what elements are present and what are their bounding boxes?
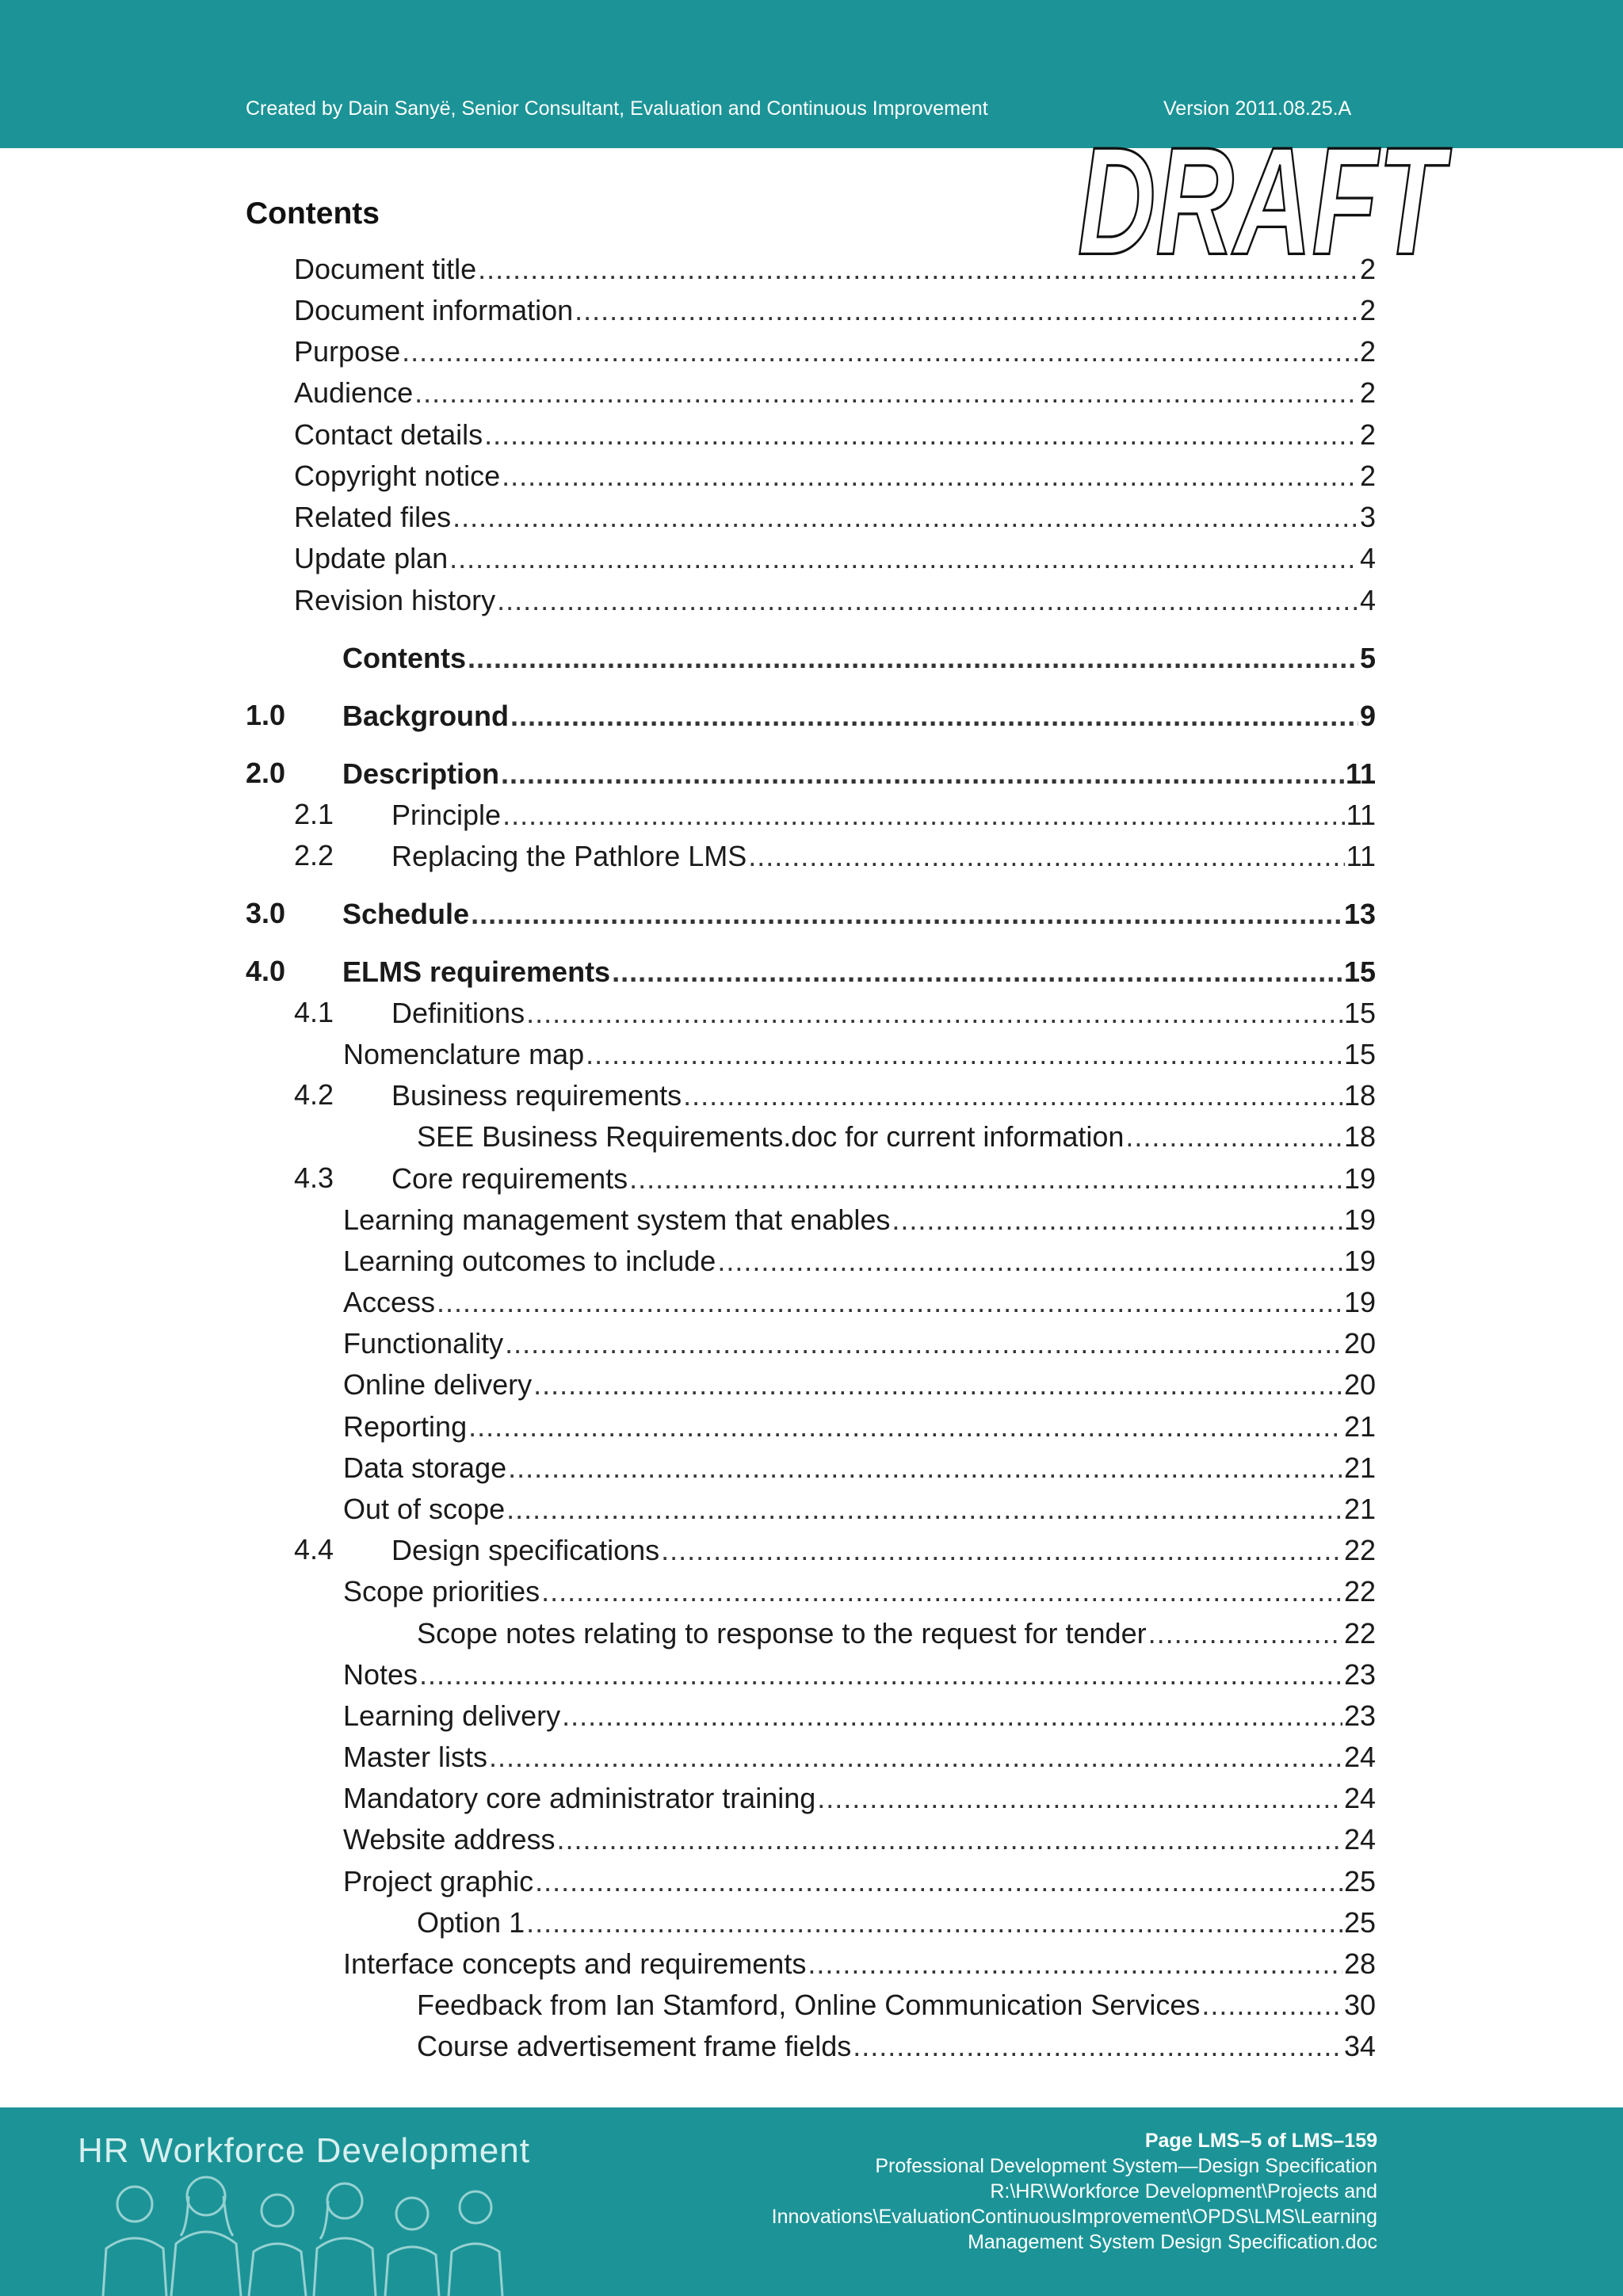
file-path-line-3: Management System Design Specification.doc xyxy=(968,2231,1377,2253)
toc-entry-number: 4.1 xyxy=(294,996,334,1028)
toc-dot-leader xyxy=(1125,1119,1342,1154)
toc-entry-title: Contact details xyxy=(294,418,483,451)
toc-entry-page: 13 xyxy=(1343,898,1376,930)
toc-entry[interactable] xyxy=(0,1699,1623,1738)
toc-entry[interactable] xyxy=(0,376,1623,415)
toc-entry[interactable] xyxy=(0,1533,1623,1573)
toc-entry[interactable] xyxy=(0,1822,1623,1862)
toc-entry-title: Business requirements xyxy=(391,1079,682,1112)
toc-dot-leader xyxy=(661,1533,1342,1568)
toc-entry-page: 2 xyxy=(1359,253,1376,285)
toc-entry-title: Course advertisement frame fields xyxy=(417,2030,852,2062)
toc-entry-title: Master lists xyxy=(343,1741,488,1773)
toc-entry-page: 23 xyxy=(1343,1699,1376,1732)
toc-entry[interactable] xyxy=(0,1367,1623,1407)
toc-dot-leader xyxy=(1201,1988,1342,2023)
toc-entry-page: 24 xyxy=(1343,1823,1376,1855)
toc-dot-leader xyxy=(1148,1616,1342,1651)
toc-dot-leader xyxy=(402,334,1358,369)
toc-entry[interactable] xyxy=(0,1988,1623,2027)
toc-dot-leader xyxy=(502,459,1358,494)
toc-entry-page: 2 xyxy=(1359,376,1376,409)
toc-heading: Contents xyxy=(246,196,380,231)
toc-dot-leader xyxy=(437,1285,1342,1320)
toc-entry[interactable] xyxy=(0,500,1623,540)
toc-entry[interactable] xyxy=(0,1905,1623,1945)
toc-entry-page: 5 xyxy=(1359,642,1376,674)
toc-entry[interactable] xyxy=(0,1740,1623,1779)
toc-entry-page: 18 xyxy=(1343,1120,1376,1153)
toc-entry-title: Option 1 xyxy=(417,1906,525,1939)
toc-dot-leader xyxy=(853,2029,1342,2064)
toc-entry-page: 24 xyxy=(1343,1782,1376,1814)
toc-entry-number: 2.2 xyxy=(294,839,334,871)
toc-entry[interactable] xyxy=(0,541,1623,581)
toc-dot-leader xyxy=(453,500,1358,535)
toc-entry-page: 11 xyxy=(1346,799,1376,831)
toc-entry-title: Access xyxy=(343,1286,436,1318)
toc-entry-title: Learning management system that enables xyxy=(343,1203,891,1236)
toc-entry[interactable] xyxy=(0,1492,1623,1531)
toc-entry-title: Functionality xyxy=(343,1327,504,1360)
toc-entry[interactable] xyxy=(0,583,1623,623)
toc-entry[interactable] xyxy=(0,955,1623,994)
toc-dot-leader xyxy=(748,839,1344,874)
toc-dot-leader xyxy=(506,1492,1342,1527)
toc-entry-page: 19 xyxy=(1343,1162,1376,1195)
toc-entry[interactable] xyxy=(0,641,1623,681)
toc-entry-number: 4.4 xyxy=(294,1533,334,1566)
toc-entry[interactable] xyxy=(0,699,1623,738)
toc-dot-leader xyxy=(526,996,1342,1031)
toc-entry[interactable] xyxy=(0,1326,1623,1366)
page-number: Page LMS–5 of LMS–159 xyxy=(1144,2130,1377,2152)
toc-entry-number: 4.2 xyxy=(294,1078,334,1111)
toc-entry-title: Project graphic xyxy=(343,1865,534,1897)
toc-entry-number: 1.0 xyxy=(246,699,286,731)
toc-entry-title: Scope priorities xyxy=(343,1575,540,1608)
toc-dot-leader xyxy=(808,1947,1342,1981)
toc-entry-title: Interface concepts and requirements xyxy=(343,1947,807,1980)
toc-entry[interactable] xyxy=(0,1078,1623,1118)
toc-entry[interactable] xyxy=(0,1657,1623,1697)
toc-entry-number: 4.3 xyxy=(294,1161,334,1194)
toc-dot-leader xyxy=(629,1161,1342,1196)
toc-entry[interactable] xyxy=(0,1203,1623,1242)
toc-dot-leader xyxy=(510,699,1358,734)
toc-entry-page: 30 xyxy=(1343,1989,1376,2021)
toc-entry[interactable] xyxy=(0,334,1623,374)
toc-entry-page: 15 xyxy=(1343,1038,1376,1070)
toc-entry[interactable] xyxy=(0,839,1623,879)
toc-dot-leader xyxy=(892,1203,1342,1238)
toc-entry-title: Core requirements xyxy=(391,1162,628,1195)
toc-entry-number: 3.0 xyxy=(246,897,286,929)
toc-entry[interactable] xyxy=(0,798,1623,837)
toc-entry-page: 22 xyxy=(1343,1617,1376,1650)
brand-logo: HR Workforce Development xyxy=(78,2131,530,2170)
toc-entry-title: Nomenclature map xyxy=(343,1038,585,1070)
toc-entry-title: Audience xyxy=(294,376,414,409)
version-text: Version 2011.08.25.A xyxy=(1163,97,1352,120)
toc-entry-title: Learning outcomes to include xyxy=(343,1245,716,1277)
toc-entry-title: Background xyxy=(342,700,510,732)
toc-entry-page: 3 xyxy=(1359,501,1376,533)
toc-entry-title: Description xyxy=(342,757,500,790)
toc-entry[interactable] xyxy=(0,1409,1623,1449)
toc-entry[interactable] xyxy=(0,2029,1623,2069)
file-path-line-1: R:\HR\Workforce Development\Projects and xyxy=(990,2180,1377,2203)
file-path-line-2: Innovations\EvaluationContinuousImprovement\OPDS\LMS\Learning xyxy=(771,2206,1377,2228)
toc-entry-page: 15 xyxy=(1343,997,1376,1029)
toc-entry-page: 19 xyxy=(1343,1245,1376,1277)
toc-entry-title: SEE Business Requirements.doc for current information xyxy=(417,1120,1125,1153)
toc-entry-page: 11 xyxy=(1346,840,1376,872)
toc-entry-page: 20 xyxy=(1343,1368,1376,1401)
toc-entry[interactable] xyxy=(0,1864,1623,1904)
toc-entry-page: 9 xyxy=(1359,700,1376,732)
toc-entry-number: 2.0 xyxy=(246,757,286,789)
toc-entry[interactable] xyxy=(0,1161,1623,1201)
toc-dot-leader xyxy=(419,1657,1342,1692)
toc-entry-page: 22 xyxy=(1343,1575,1376,1608)
toc-entry[interactable] xyxy=(0,1947,1623,1986)
toc-entry[interactable] xyxy=(0,252,1623,292)
toc-entry-title: Out of scope xyxy=(343,1493,506,1525)
toc-entry-page: 15 xyxy=(1343,955,1376,988)
footer-info xyxy=(772,2128,1377,2255)
toc-entry-title: Document title xyxy=(294,253,477,285)
toc-entry-page: 24 xyxy=(1343,1741,1376,1773)
toc-entry-page: 23 xyxy=(1343,1658,1376,1691)
toc-entry-page: 22 xyxy=(1343,1534,1376,1566)
toc-entry-title: Revision history xyxy=(294,584,496,616)
toc-entry[interactable] xyxy=(0,1574,1623,1614)
toc-entry[interactable] xyxy=(0,1119,1623,1159)
draft-watermark-text: DRAFT xyxy=(1078,115,1452,269)
toc-entry[interactable] xyxy=(0,757,1623,796)
toc-entry-title: Mandatory core administrator training xyxy=(343,1782,816,1814)
toc-entry-title: Update plan xyxy=(294,542,449,574)
toc-entry-page: 18 xyxy=(1343,1079,1376,1112)
toc-entry-title: Website address xyxy=(343,1823,556,1855)
toc-dot-leader xyxy=(683,1078,1342,1113)
created-by-text: Created by Dain Sanyë, Senior Consultant, Evaluation and Continuous Improvement xyxy=(246,97,988,120)
toc-entry-title: Online delivery xyxy=(343,1368,533,1401)
toc-dot-leader xyxy=(541,1574,1342,1609)
toc-entry-page: 21 xyxy=(1343,1451,1376,1484)
toc-entry-page: 4 xyxy=(1359,584,1376,616)
toc-entry-page: 2 xyxy=(1359,460,1376,492)
toc-dot-leader xyxy=(586,1037,1342,1072)
toc-entry-title: Reporting xyxy=(343,1410,468,1443)
toc-dot-leader xyxy=(501,757,1344,791)
toc-entry-page: 2 xyxy=(1359,335,1376,368)
toc-entry-title: Learning delivery xyxy=(343,1699,561,1732)
toc-dot-leader xyxy=(414,376,1358,410)
toc-entry-page: 21 xyxy=(1343,1493,1376,1525)
toc-dot-leader xyxy=(508,1451,1342,1486)
toc-dot-leader xyxy=(717,1244,1342,1279)
toc-entry[interactable] xyxy=(0,1285,1623,1325)
toc-entry[interactable] xyxy=(0,1781,1623,1821)
toc-entry-title: Schedule xyxy=(342,898,470,930)
toc-entry[interactable] xyxy=(0,1037,1623,1077)
toc-entry-page: 34 xyxy=(1343,2030,1376,2062)
people-outline-graphic xyxy=(79,2172,571,2296)
toc-entry-title: Document information xyxy=(294,294,574,326)
toc-entry-page: 20 xyxy=(1343,1327,1376,1360)
toc-dot-leader xyxy=(575,293,1358,328)
toc-entry[interactable] xyxy=(0,293,1623,333)
toc-dot-leader xyxy=(556,1822,1342,1857)
toc-dot-leader xyxy=(562,1699,1342,1733)
toc-entry-title: Notes xyxy=(343,1658,418,1691)
toc-dot-leader xyxy=(468,1409,1342,1444)
toc-entry-page: 2 xyxy=(1359,418,1376,451)
toc-entry-title: Related files xyxy=(294,501,452,533)
toc-entry-page: 28 xyxy=(1343,1947,1376,1980)
toc-dot-leader xyxy=(817,1781,1342,1816)
toc-entry-title: Purpose xyxy=(294,335,401,368)
toc-dot-leader xyxy=(505,1326,1342,1361)
toc-dot-leader xyxy=(471,897,1342,932)
toc-entry[interactable] xyxy=(0,418,1623,457)
toc-dot-leader xyxy=(533,1367,1342,1402)
toc-dot-leader xyxy=(489,1740,1342,1775)
toc-entry-page: 25 xyxy=(1343,1906,1376,1939)
toc-entry[interactable] xyxy=(0,996,1623,1035)
toc-entry-title: Feedback from Ian Stamford, Online Communication Services xyxy=(417,1989,1201,2021)
toc-entry-title: Contents xyxy=(342,642,466,674)
toc-dot-leader xyxy=(612,955,1342,990)
toc-entry[interactable] xyxy=(0,459,1623,498)
toc-entry-page: 21 xyxy=(1343,1410,1376,1443)
toc-entry-title: Data storage xyxy=(343,1451,507,1484)
toc-dot-leader xyxy=(484,418,1358,452)
toc-entry-page: 25 xyxy=(1343,1865,1376,1897)
page-footer-band xyxy=(0,2107,1623,2296)
toc-entry-title: Principle xyxy=(391,799,502,831)
toc-entry-title: Design specifications xyxy=(391,1534,660,1566)
document-title: Professional Development System—Design Specification xyxy=(875,2155,1377,2177)
toc-dot-leader xyxy=(502,798,1345,833)
toc-entry-title: Replacing the Pathlore LMS xyxy=(391,840,747,872)
toc-entry-title: Scope notes relating to response to the request for tender xyxy=(417,1617,1147,1650)
toc-dot-leader xyxy=(449,541,1358,576)
toc-entry-title: Definitions xyxy=(391,997,525,1029)
toc-entry-title: ELMS requirements xyxy=(342,955,611,988)
toc-dot-leader xyxy=(526,1905,1342,1940)
toc-dot-leader xyxy=(535,1864,1342,1899)
toc-entry[interactable] xyxy=(0,897,1623,936)
toc-entry-page: 19 xyxy=(1343,1286,1376,1318)
toc-dot-leader xyxy=(468,641,1358,676)
toc-dot-leader xyxy=(478,252,1358,287)
toc-entry-page: 11 xyxy=(1345,757,1376,790)
toc-entry[interactable] xyxy=(0,1616,1623,1656)
toc-entry-page: 2 xyxy=(1359,294,1376,326)
toc-entry-page: 19 xyxy=(1343,1203,1376,1236)
toc-entry[interactable] xyxy=(0,1244,1623,1283)
toc-dot-leader xyxy=(497,583,1358,618)
toc-entry-number: 2.1 xyxy=(294,798,334,830)
toc-entry[interactable] xyxy=(0,1451,1623,1490)
toc-entry-title: Copyright notice xyxy=(294,460,501,492)
toc-entry-page: 4 xyxy=(1359,542,1376,574)
toc-entry-number: 4.0 xyxy=(246,955,286,987)
